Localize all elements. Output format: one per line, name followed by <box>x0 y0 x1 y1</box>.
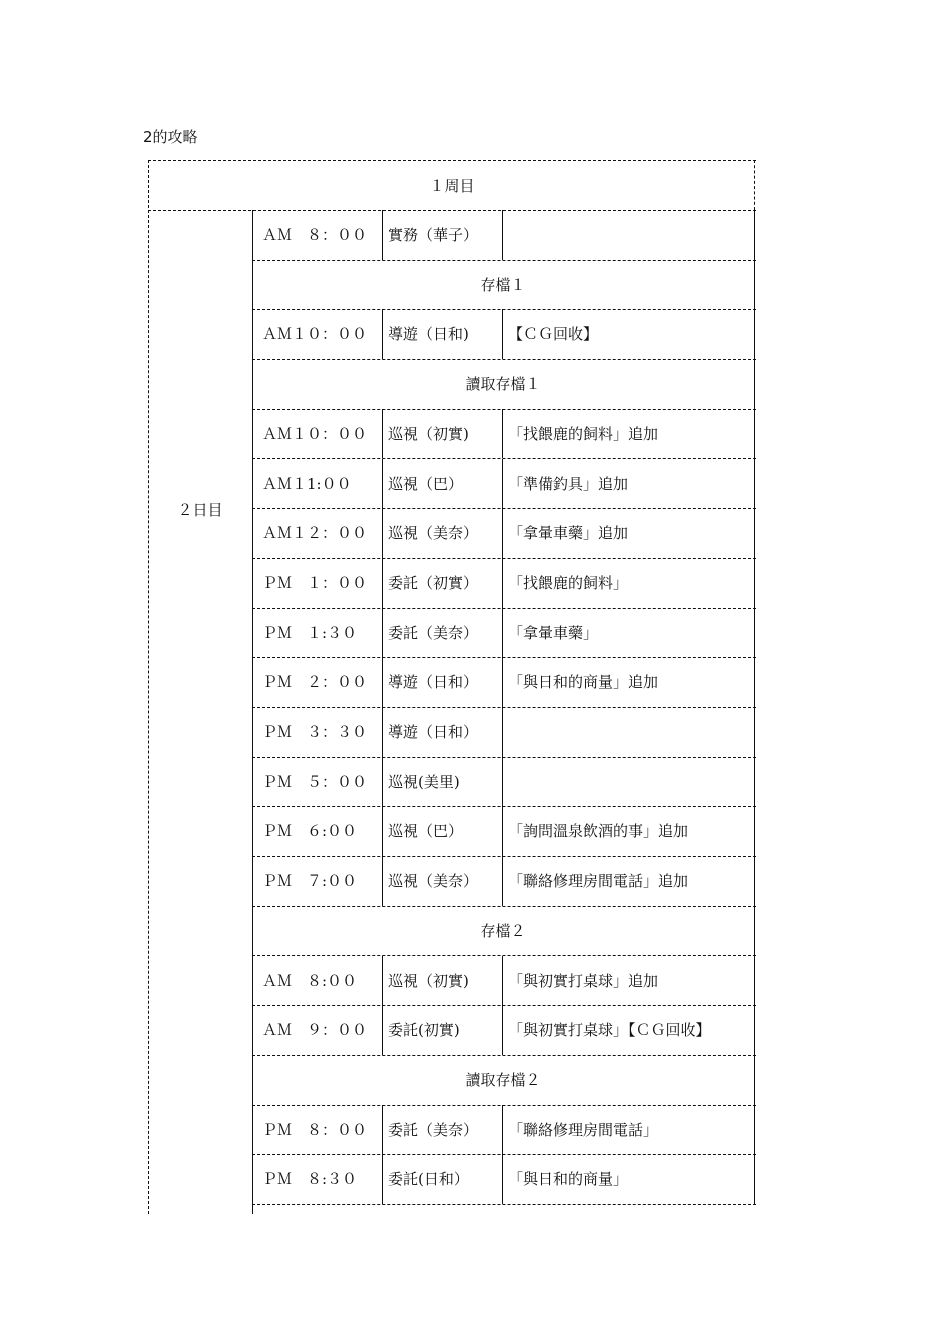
table-row <box>148 806 756 856</box>
action-cell: 導遊（日和） <box>388 723 479 741</box>
action-cell: 巡視（美奈） <box>388 524 479 543</box>
action-cell: 委託（初實） <box>388 573 479 592</box>
note-cell: 「與日和的商量」 <box>508 1170 629 1189</box>
row-right-border <box>754 806 755 856</box>
time-column-border <box>382 707 383 757</box>
table-top-border <box>148 160 756 161</box>
time-cell: ＡＭ１０：００ <box>262 424 368 443</box>
time-column-border <box>382 409 383 459</box>
time-cell: ＡＭ ８：００ <box>262 226 368 244</box>
time-column-border <box>382 309 383 359</box>
action-cell: 委託（美奈） <box>388 623 479 642</box>
time-column-border <box>382 1005 383 1055</box>
action-column-border <box>502 707 503 757</box>
row-right-border <box>754 409 755 459</box>
time-column-border <box>382 1105 383 1155</box>
row-right-border <box>754 906 755 956</box>
save-label: 讀取存檔２ <box>465 1070 541 1089</box>
row-right-border <box>754 508 755 558</box>
save-label: 讀取存檔１ <box>465 375 541 394</box>
note-cell: 「聯絡修理房間電話」 <box>508 1120 659 1139</box>
row-right-border <box>754 1005 755 1055</box>
row-right-border <box>754 260 755 310</box>
row-right-border <box>754 459 755 509</box>
note-cell: 「與日和的商量」追加 <box>508 673 659 692</box>
row-right-border <box>754 608 755 658</box>
note-cell: 「詢問溫泉飲酒的事」追加 <box>508 822 689 841</box>
table-row <box>148 1005 756 1055</box>
table-row <box>148 459 756 509</box>
action-column-border <box>502 409 503 459</box>
action-cell: 巡視（巴） <box>388 474 464 493</box>
time-column-border <box>382 558 383 608</box>
time-column-border <box>382 757 383 807</box>
action-column-border <box>502 1005 503 1055</box>
table-row <box>148 409 756 459</box>
action-column-border <box>502 1154 503 1204</box>
row-right-border <box>754 309 755 359</box>
action-cell: 導遊（日和） <box>388 673 479 692</box>
action-cell: 巡視（初實) <box>388 424 469 443</box>
time-cell: ＰＭ ６:００ <box>262 822 358 841</box>
time-column-border <box>382 459 383 509</box>
time-cell: ＰＭ ５：００ <box>262 772 368 791</box>
time-cell: ＰＭ １：００ <box>262 573 368 592</box>
action-cell: 巡視（初實) <box>388 971 469 990</box>
row-right-border <box>754 1154 755 1204</box>
time-column-border <box>382 806 383 856</box>
table-row <box>148 956 756 1006</box>
note-cell: 「準備釣具」追加 <box>508 474 629 493</box>
row-right-border <box>754 558 755 608</box>
time-cell: ＰＭ １:３０ <box>262 623 358 642</box>
time-column-border <box>382 210 383 260</box>
row-right-border <box>754 856 755 906</box>
time-cell: ＡＭ ９：００ <box>262 1021 368 1040</box>
action-cell: 導遊（日和) <box>388 325 469 344</box>
table-row <box>148 856 756 906</box>
action-column-border <box>502 459 503 509</box>
action-cell: 巡視（巴） <box>388 822 464 841</box>
time-cell: ＰＭ ８：００ <box>262 1120 368 1139</box>
table-row <box>148 210 756 260</box>
save-row <box>148 906 756 956</box>
time-cell: ＡＭ１２：００ <box>262 524 368 543</box>
save-label: 存檔２ <box>480 921 526 940</box>
time-column-border <box>382 1154 383 1204</box>
action-cell: 巡視（美奈） <box>388 872 479 891</box>
day-label: ２日目 <box>177 501 223 519</box>
table-row <box>148 757 756 807</box>
row-right-border <box>754 359 755 409</box>
save-row <box>148 359 756 409</box>
strategy-table <box>148 160 756 1214</box>
action-cell: 委託(初實) <box>388 1021 460 1040</box>
time-cell: ＡＭ１０：００ <box>262 325 368 344</box>
table-header: １周目 <box>429 177 475 195</box>
action-cell: 巡視(美里) <box>388 772 460 791</box>
action-column-border <box>502 1105 503 1155</box>
note-cell: 「聯絡修理房間電話」追加 <box>508 872 689 891</box>
action-column-border <box>502 210 503 260</box>
row-right-border <box>754 757 755 807</box>
time-cell: ＰＭ ２：００ <box>262 673 368 692</box>
action-column-border <box>502 309 503 359</box>
note-cell: 「找餵鹿的飼料」 <box>508 573 629 592</box>
action-column-border <box>502 508 503 558</box>
time-column-border <box>382 657 383 707</box>
action-cell: 實務（華子） <box>388 226 479 244</box>
row-right-border <box>754 707 755 757</box>
note-cell: 「拿暈車藥」 <box>508 623 599 642</box>
table-row <box>148 657 756 707</box>
note-cell: 「拿暈車藥」追加 <box>508 524 629 543</box>
action-column-border <box>502 657 503 707</box>
time-column-border <box>382 956 383 1006</box>
row-right-border <box>754 1105 755 1155</box>
time-cell: ＰＭ ３：３０ <box>262 723 368 741</box>
action-column-border <box>502 806 503 856</box>
action-column-border <box>502 956 503 1006</box>
table-row <box>148 1105 756 1155</box>
time-cell: ＰＭ ８:３０ <box>262 1170 358 1189</box>
time-column-border <box>382 508 383 558</box>
time-column-border <box>382 608 383 658</box>
row-right-border <box>754 657 755 707</box>
page-title: 2的攻略 <box>143 128 198 146</box>
time-cell: ＰＭ ７:００ <box>262 872 358 891</box>
save-row <box>148 1055 756 1105</box>
table-row <box>148 608 756 658</box>
row-right-border <box>754 210 755 260</box>
save-row <box>148 260 756 310</box>
row-right-border <box>754 1055 755 1105</box>
action-column-border <box>502 757 503 807</box>
table-row <box>148 1154 756 1204</box>
time-cell: ＡＭ ８:００ <box>262 971 358 990</box>
time-column-border <box>382 856 383 906</box>
time-cell: ＡＭ１1:００ <box>262 474 352 493</box>
note-cell: 「找餵鹿的飼料」追加 <box>508 424 659 443</box>
action-cell: 委託（美奈） <box>388 1120 479 1139</box>
note-cell: 【ＣＧ回收】 <box>508 325 599 344</box>
note-cell: 「與初實打桌球」追加 <box>508 971 659 990</box>
table-row <box>148 309 756 359</box>
action-column-border <box>502 856 503 906</box>
note-cell: 「與初實打桌球」【ＣＧ回收】 <box>508 1021 711 1040</box>
table-row <box>148 558 756 608</box>
action-cell: 委託(日和） <box>388 1170 469 1189</box>
action-column-border <box>502 558 503 608</box>
save-label: 存檔１ <box>480 275 526 294</box>
table-row <box>148 508 756 558</box>
table-row <box>148 707 756 757</box>
row-right-border <box>754 956 755 1006</box>
action-column-border <box>502 608 503 658</box>
row-bottom-border <box>252 1204 756 1205</box>
